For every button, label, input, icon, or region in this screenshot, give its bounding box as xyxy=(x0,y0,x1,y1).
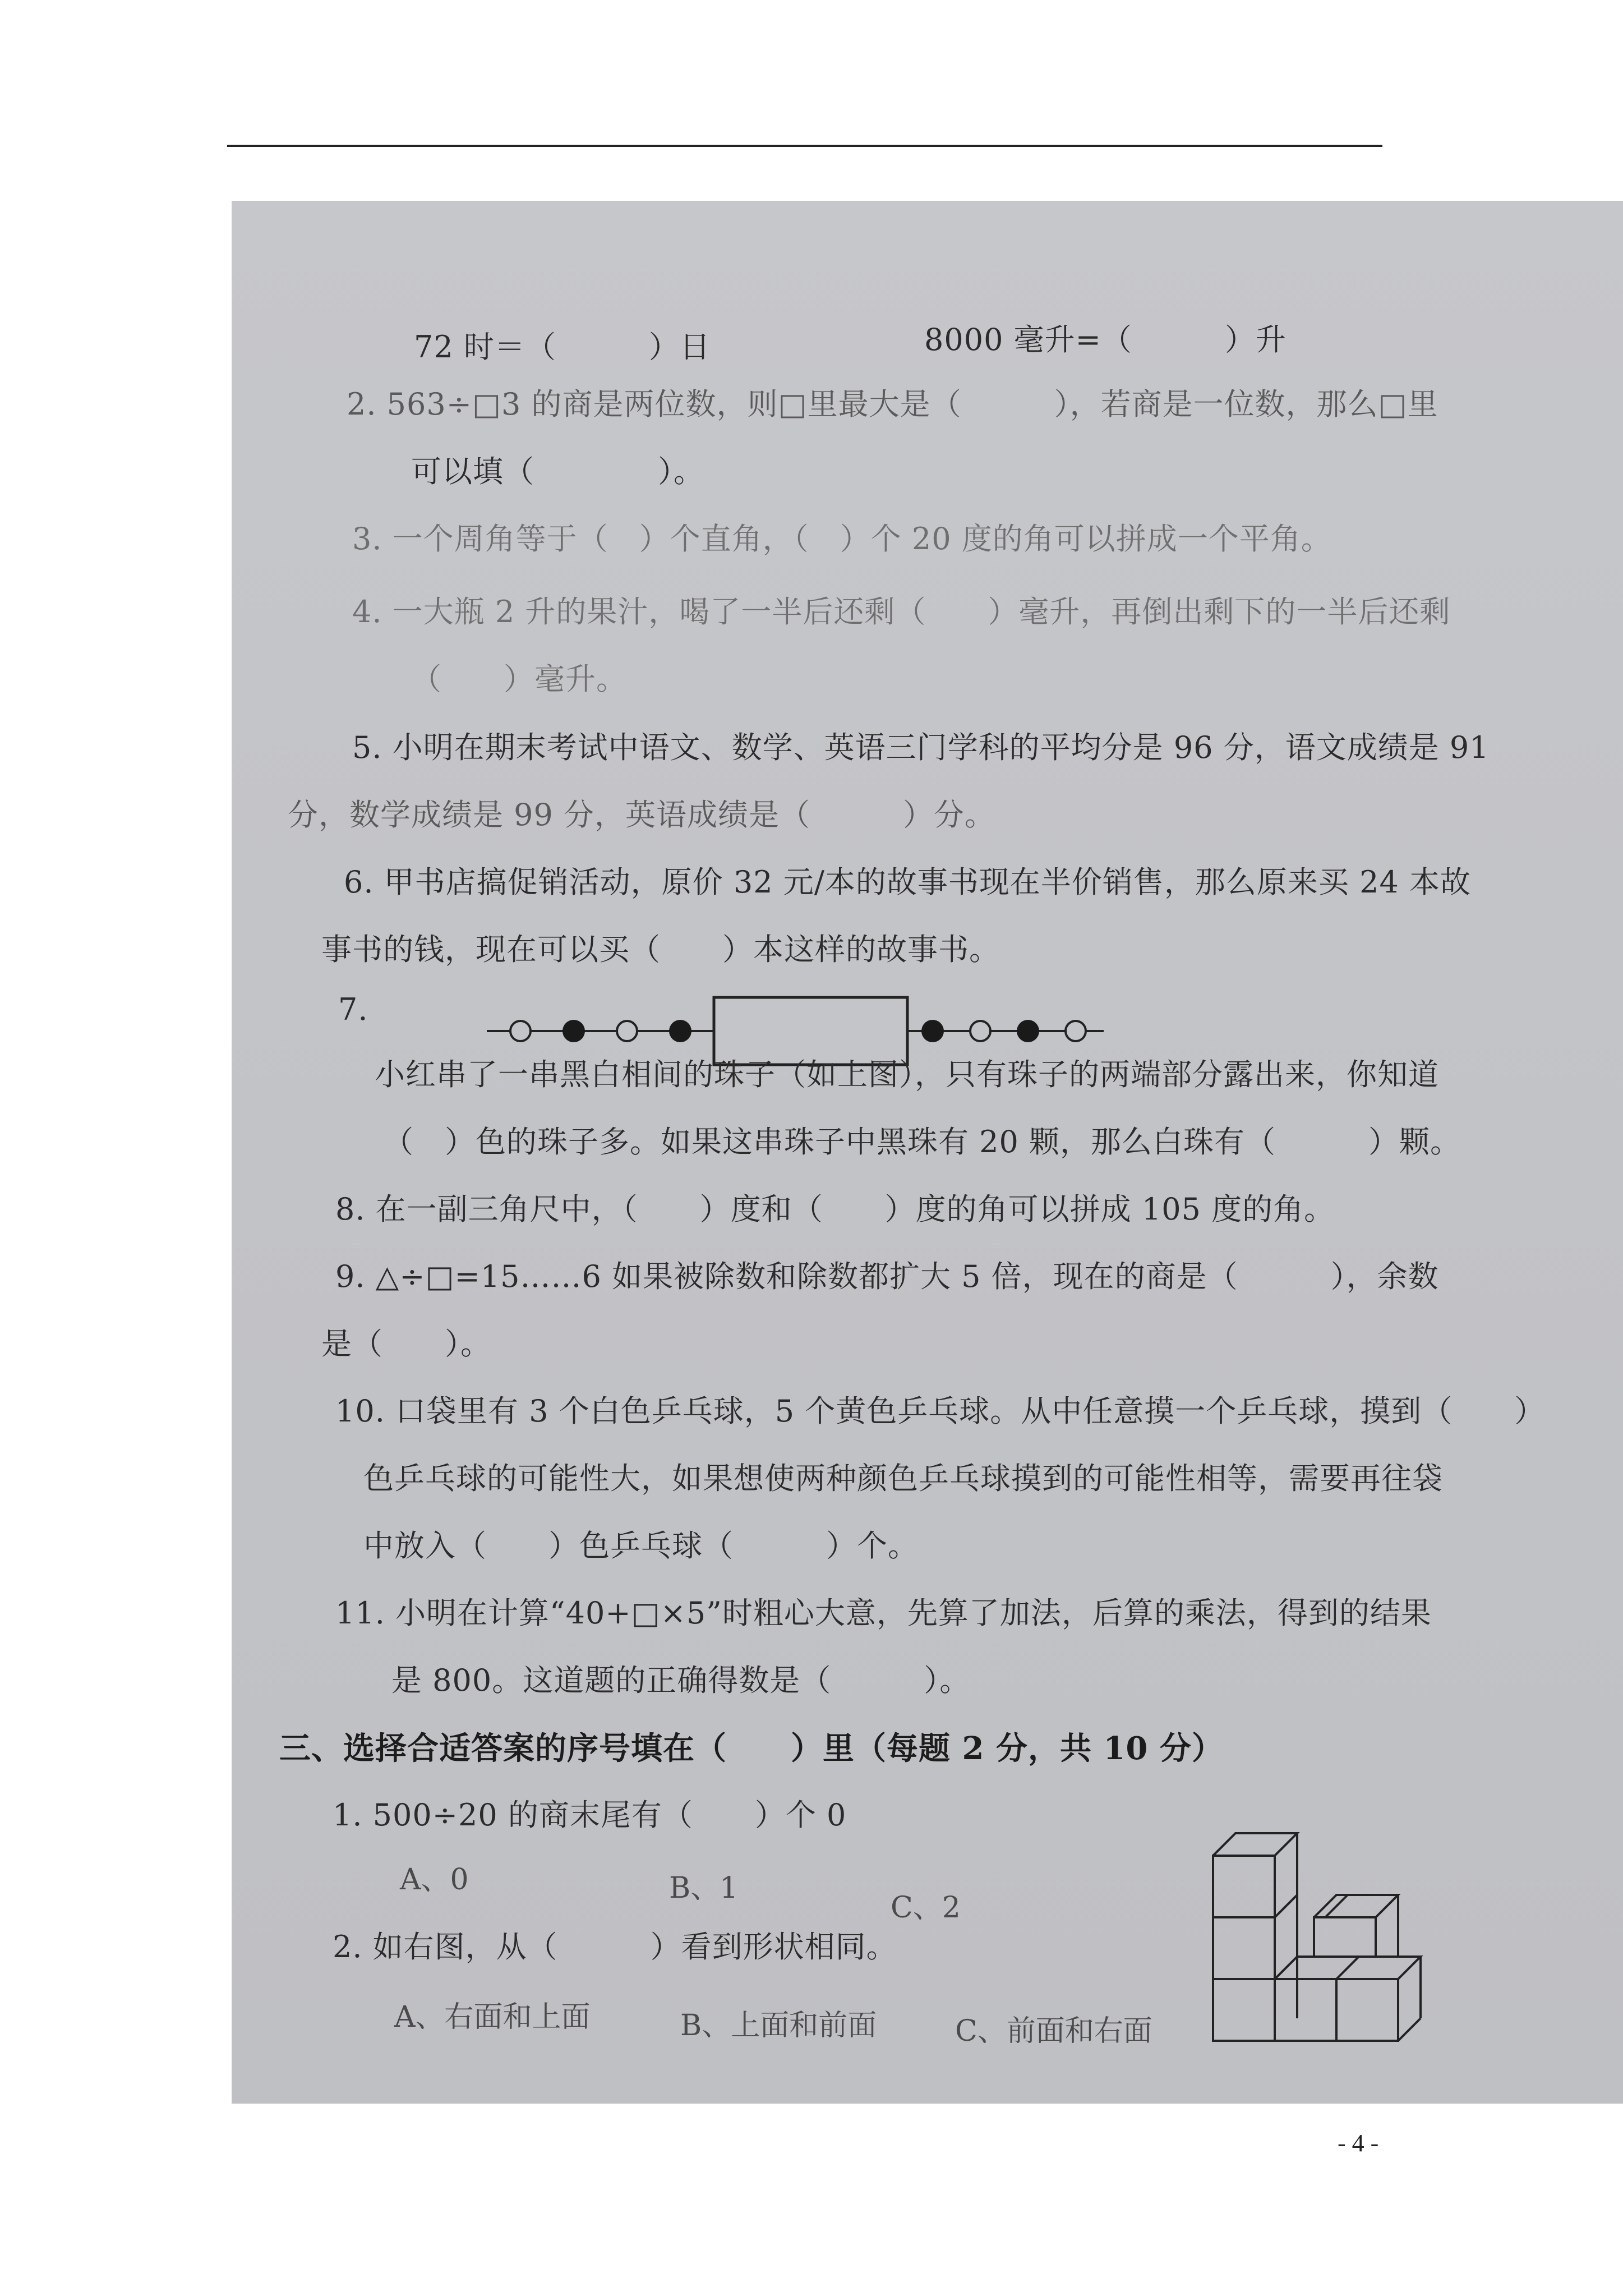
q6-line2: 事书的钱，现在可以买（ ）本这样的故事书。 xyxy=(321,932,1000,967)
page-number: - 4 - xyxy=(1338,2129,1379,2157)
q7-line2: （ ）色的珠子多。如果这串珠子中黑珠有 20 颗，那么白珠有（ ）颗。 xyxy=(383,1124,1461,1159)
q11-line2: 是 800。这道题的正确得数是（ ）。 xyxy=(391,1663,971,1698)
white-bead xyxy=(510,1021,531,1041)
cube xyxy=(1213,1917,1275,1979)
white-bead xyxy=(1066,1021,1086,1041)
q11-line1: 11. 小明在计算“40+□×5”时粗心大意，先算了加法，后算的乘法，得到的结果 xyxy=(335,1595,1432,1631)
q4-line1: 4. 一大瓶 2 升的果汁，喝了一半后还剩（ ）毫升，再倒出剩下的一半后还剩 xyxy=(352,594,1451,629)
q1-left: 72 时＝（ ）日 xyxy=(414,329,711,365)
s3-q2-option-b: B、上面和前面 xyxy=(680,2009,877,2042)
cube xyxy=(1314,1917,1376,1957)
q2-line1: 2. 563÷□3 的商是两位数，则□里最大是（ ），若商是一位数，那么□里 xyxy=(347,386,1438,422)
q8: 8. 在一副三角尺中，（ ）度和（ ）度的角可以拼成 105 度的角。 xyxy=(335,1191,1335,1227)
q3: 3. 一个周角等于（ ）个直角，（ ）个 20 度的角可以拼成一个平角。 xyxy=(352,521,1332,556)
black-bead xyxy=(1017,1020,1039,1042)
q7-number: 7. xyxy=(338,992,368,1027)
cube xyxy=(1275,1979,1336,2041)
cube-stack-figure xyxy=(1207,1794,1566,2052)
s3-q2: 2. 如右图，从（ ）看到形状相同。 xyxy=(333,1929,897,1964)
black-bead xyxy=(669,1020,691,1042)
black-bead xyxy=(921,1020,944,1042)
q5-line2: 分，数学成绩是 99 分，英语成绩是（ ）分。 xyxy=(288,797,996,832)
scanned-exam-photo xyxy=(232,201,1623,2104)
s3-q2-option-c: C、前面和右面 xyxy=(955,2014,1152,2048)
s3-q2-option-a: A、右面和上面 xyxy=(394,2000,591,2034)
q10-line2: 色乒乓球的可能性大，如果想使两种颜色乒乓球摸到的可能性相等，需要再往袋 xyxy=(363,1461,1443,1496)
header-rule xyxy=(227,145,1382,147)
q9-line1: 9. △÷□=15……6 如果被除数和除数都扩大 5 倍，现在的商是（ ），余数 xyxy=(335,1259,1439,1294)
s3-q1-option-a: A、0 xyxy=(400,1863,469,1897)
cube xyxy=(1213,1979,1275,2041)
q2-line2: 可以填（ ）。 xyxy=(411,454,704,489)
white-bead xyxy=(617,1021,637,1041)
s3-q1: 1. 500÷20 的商末尾有（ ）个 0 xyxy=(333,1797,847,1833)
cube-top xyxy=(1213,1833,1297,1856)
q7-line1: 小红串了一串黑白相间的珠子（如上图），只有珠子的两端部分露出来，你知道 xyxy=(375,1057,1439,1092)
cube xyxy=(1336,1979,1398,2041)
cube xyxy=(1213,1856,1275,1917)
q1-right: 8000 毫升=（ ）升 xyxy=(924,322,1287,357)
q4-line2: （ ）毫升。 xyxy=(411,661,627,697)
q10-line3: 中放入（ ）色乒乓球（ ）个。 xyxy=(363,1528,919,1563)
s3-q1-option-b: B、1 xyxy=(669,1871,739,1905)
q5-line1: 5. 小明在期末考试中语文、数学、英语三门学科的平均分是 96 分，语文成绩是 91 xyxy=(352,730,1490,765)
q10-line1: 10. 口袋里有 3 个白色乒乓球，5 个黄色乒乓球。从中任意摸一个乒乓球，摸到（ ） xyxy=(335,1393,1546,1429)
q6-line1: 6. 甲书店搞促销活动，原价 32 元/本的故事书现在半价销售，那么原来买 24 本故 xyxy=(344,864,1471,900)
section-3-heading: 三、选择合适答案的序号填在（ ）里（每题 2 分，共 10 分） xyxy=(279,1730,1224,1767)
white-bead xyxy=(970,1021,990,1041)
black-bead xyxy=(562,1020,585,1042)
s3-q1-option-c: C、2 xyxy=(891,1891,961,1925)
q9-line2: 是（ ）。 xyxy=(321,1326,491,1361)
